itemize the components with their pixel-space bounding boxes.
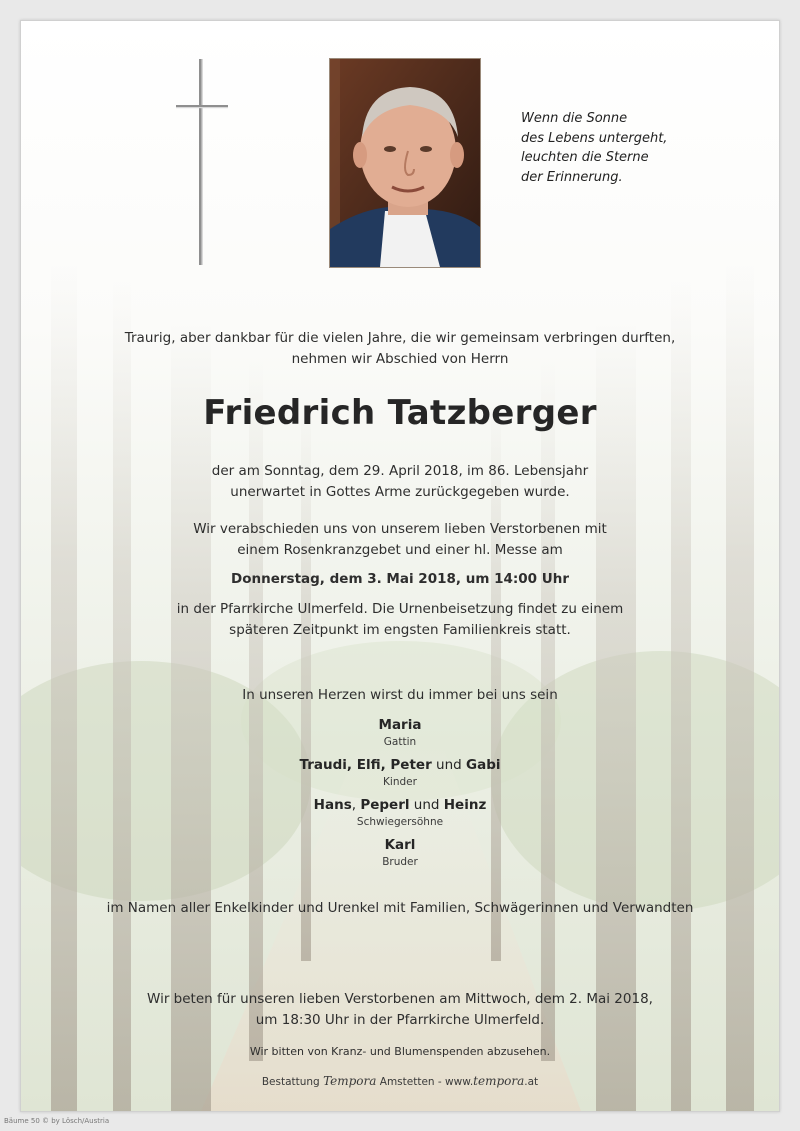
death-notice-line: der am Sonntag, dem 29. April 2018, im 86. Lebensjahr — [211, 463, 589, 479]
obituary-content — [21, 21, 779, 1111]
undertaker-brand-url: tempora — [473, 1074, 525, 1088]
undertaker-line — [21, 1073, 779, 1090]
motto-line: des Lebens untergeht, — [521, 130, 668, 146]
family-role: Gattin — [383, 736, 417, 748]
family-role: Kinder — [383, 776, 417, 788]
intro-line: nehmen wir Abschied von Herrn — [291, 350, 509, 367]
family-names — [21, 756, 779, 775]
intro-line: Traurig, aber dankbar für die vielen Jahre, die wir gemeinsam verbringen durften, — [124, 330, 676, 346]
family-name-part: Heinz — [443, 797, 487, 813]
service-line: einem Rosenkranzgebet und einer hl. Messe am — [237, 541, 563, 558]
motto-line: leuchten die Sterne — [521, 150, 649, 165]
family-name-part: Maria — [378, 717, 422, 733]
death-notice-line: unerwartet in Gottes Arme zurückgegeben wurde. — [230, 483, 570, 500]
undertaker-suffix: .at — [524, 1076, 539, 1088]
family-name-part: Gabi — [466, 757, 501, 773]
relatives-line: im Namen aller Enkelkinder und Urenkel mit Familien, Schwägerinnen und Verwandten — [106, 900, 694, 916]
motto-verse — [521, 109, 721, 187]
family-name-part: Peperl — [360, 797, 410, 813]
flowers-note: Wir bitten von Kranz- und Blumenspenden abzusehen. — [249, 1045, 551, 1058]
intro-text — [21, 328, 779, 369]
family-group — [21, 836, 779, 870]
service-text — [21, 519, 779, 560]
service-line: Wir verabschieden uns von unserem lieben Verstorbenen mit — [193, 521, 607, 537]
service-date: Donnerstag, dem 3. Mai 2018, um 14:00 Uhr — [231, 571, 569, 587]
rosary-line: Wir beten für unseren lieben Verstorbenen am Mittwoch, dem 2. Mai 2018, — [147, 991, 653, 1007]
hearts-line: In unseren Herzen wirst du immer bei uns sein — [242, 687, 558, 703]
family-name-part: , — [351, 797, 361, 813]
service-place-line: in der Pfarrkirche Ulmerfeld. Die Urnenbeisetzung findet zu einem — [176, 601, 624, 617]
family-names — [21, 716, 779, 735]
family-name-part: Hans — [313, 797, 352, 813]
family-group — [21, 796, 779, 830]
portrait-photo — [329, 58, 481, 268]
rosary-line: um 18:30 Uhr in der Pfarrkirche Ulmerfeld. — [255, 1011, 545, 1028]
family-list — [21, 716, 779, 876]
family-names — [21, 796, 779, 815]
deceased-name: Friedrich Tatzberger — [203, 393, 597, 433]
family-names — [21, 836, 779, 855]
family-name-part: Traudi, Elfi, Peter — [299, 757, 432, 773]
undertaker-prefix: Bestattung — [261, 1076, 324, 1088]
family-name-part: Karl — [384, 837, 416, 853]
family-role: Schwiegersöhne — [356, 816, 444, 828]
motto-line: Wenn die Sonne — [521, 111, 628, 126]
family-name-part: und — [409, 797, 444, 813]
motto-line: der Erinnerung. — [521, 169, 623, 185]
family-role: Bruder — [382, 856, 418, 868]
undertaker-brand: Tempora — [323, 1074, 377, 1088]
cross-icon — [176, 59, 228, 265]
service-place — [21, 599, 779, 640]
image-credit: Bäume 50 © by Lösch/Austria — [4, 1117, 110, 1125]
family-name-part: und — [431, 757, 466, 773]
undertaker-middle: Amstetten - www. — [376, 1076, 474, 1088]
death-notice — [21, 461, 779, 502]
family-group — [21, 716, 779, 750]
obituary-page — [20, 20, 780, 1112]
service-place-line: späteren Zeitpunkt im engsten Familienkreis statt. — [229, 621, 571, 638]
family-group — [21, 756, 779, 790]
rosary-text — [21, 989, 779, 1030]
